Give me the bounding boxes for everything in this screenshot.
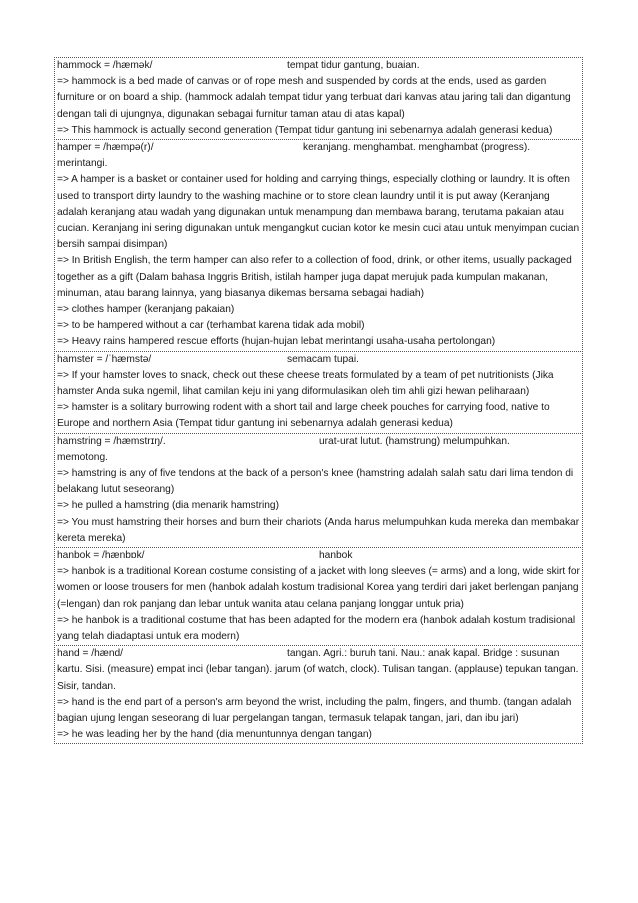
entry-example: => hamster is a solitary burrowing rodent with a short tail and large cheek pouches for carrying food, native to Europe and northern Asia (Tempat tidur gantung ini sebenarnya adalah generasi kedua) (57, 402, 550, 430)
entry-example: => he hanbok is a traditional costume that has been adapted for the modern era (hanbok adalah kostum tradisional yang telah diadaptasi untuk era modern) (57, 614, 576, 643)
entry-hamster (54, 351, 583, 434)
entry-meaning: tangan. Agri.: buruh tani. Nau.: anak kapal. Bridge : susunan (287, 648, 560, 660)
entry-meaning-continued: kartu. Sisi. (measure) empat inci (lebar tangan). jarum (of watch, clock). Tulisan tangan. (applause) tepukan tangan. Sisir, tandan. (57, 664, 579, 692)
entry-hammock (54, 57, 583, 140)
entry-example: => Heavy rains hampered rescue efforts (hujan-hujan lebat merintangi usaha-usaha pertolongan) (57, 336, 496, 348)
entry-example: => hammock is a bed made of canvas or of rope mesh and suspended by cords at the ends, used as garden furniture or on board a ship. (hammock adalah tempat tidur yang terbuat dari kanvas atau jaring tali dan digantung dengan tali di ujungnya, digunakan sebagai furnitur taman atau di atas kapal) (57, 76, 571, 120)
entry-meaning: hanbok (319, 550, 353, 562)
entry-example: => You must hamstring their horses and burn their chariots (Anda harus melumpuhkan kuda mereka dan membakar kereta mereka) (57, 516, 580, 544)
entry-hanbok (54, 547, 583, 646)
entry-example: => If your hamster loves to snack, check out these cheese treats formulated by a team of pet nutritionists (Jika hamster Anda suka ngemil, lihat camilan keju ini yang diformulasikan oleh tim ahli gizi hewan peliharaan) (57, 369, 554, 398)
entry-meaning-continued: merintangi. (57, 158, 108, 170)
entry-headline (57, 352, 580, 368)
entry-term: hand = /hænd/ (57, 648, 123, 660)
entry-example: => This hammock is actually second generation (Tempat tidur gantung ini sebenarnya adalah generasi kedua) (57, 124, 553, 136)
entry-hand (54, 645, 583, 744)
entry-term: hammock = /hæmək/ (57, 60, 153, 71)
entry-example: => In British English, the term hamper can also refer to a collection of food, drink, or other items, usually packaged together as a gift (Dalam bahasa Inggris British, istilah hamper juga dapat merujuk pada kumpulan makanan, minuman, atau barang lainnya, yang biasanya dikemas bersama sebagai hadiah) (57, 255, 572, 299)
entry-example: => he was leading her by the hand (dia menuntunnya dengan tangan) (57, 729, 372, 741)
entry-headline (57, 646, 580, 662)
entry-headline (57, 434, 580, 450)
entry-meaning: semacam tupai. (287, 353, 359, 365)
entry-headline (57, 58, 580, 74)
entry-meaning: urat-urat lutut. (hamstrung) melumpuhkan. (319, 435, 510, 447)
entry-term: hamper = /hæmpə(r)/ (57, 142, 154, 153)
entry-example: => hanbok is a traditional Korean costume consisting of a jacket with long sleeves (= arms) and a long, wide skirt for women or loose trousers for men (hanbok adalah kostum tradisional Korea yang terdiri dari jaket berlengan panjang (=lengan) dan rok panjang dan lebar untuk wanita atau celana panjang longgar untuk pria) (57, 566, 580, 610)
entry-hamstring (54, 433, 583, 548)
entry-meaning-continued: memotong. (57, 451, 108, 463)
entry-meaning: tempat tidur gantung, buaian. (287, 60, 420, 71)
entry-example: => hamstring is any of five tendons at the back of a person's knee (hamstring adalah salah satu dari lima tendon di belakang lutut seseorang) (57, 468, 574, 496)
dictionary-page (54, 58, 583, 744)
entry-example: => he pulled a hamstring (dia menarik hamstring) (57, 500, 279, 512)
entry-headline (57, 140, 580, 156)
entry-term: hamstring = /hæmstrɪŋ/. (57, 435, 166, 447)
entry-term: hamster = /ˈhæmstə/ (57, 353, 152, 365)
entry-example: => clothes hamper (keranjang pakaian) (57, 304, 235, 316)
entry-meaning: keranjang. menghambat. menghambat (progress). (303, 142, 531, 153)
entry-headline (57, 548, 580, 564)
entry-example: => A hamper is a basket or container used for holding and carrying things, especially clothing or laundry. It is often used to transport dirty laundry to the washing machine or to store clean laundry until it is put away (Keranjang adalah keranjang atau wadah yang digunakan untuk menampung dan membawa barang, terutama pakaian atau cucian. Keranjang ini sering digunakan untuk mengangkut cucian kotor ke mesin cuci atau untuk menyimpan cucian bersih sampai disimpan) (57, 174, 580, 251)
entry-term: hanbok = /hænbɒk/ (57, 550, 145, 562)
entry-hamper (54, 139, 583, 352)
entry-example: => to be hampered without a car (terhambat karena tidak ada mobil) (57, 320, 365, 332)
entry-example: => hand is the end part of a person's arm beyond the wrist, including the palm, fingers, and thumb. (tangan adalah bagian ujung lengan seseorang di luar pergelangan tangan, termasuk telapak tangan, jari, dan ibu jari) (57, 696, 572, 725)
